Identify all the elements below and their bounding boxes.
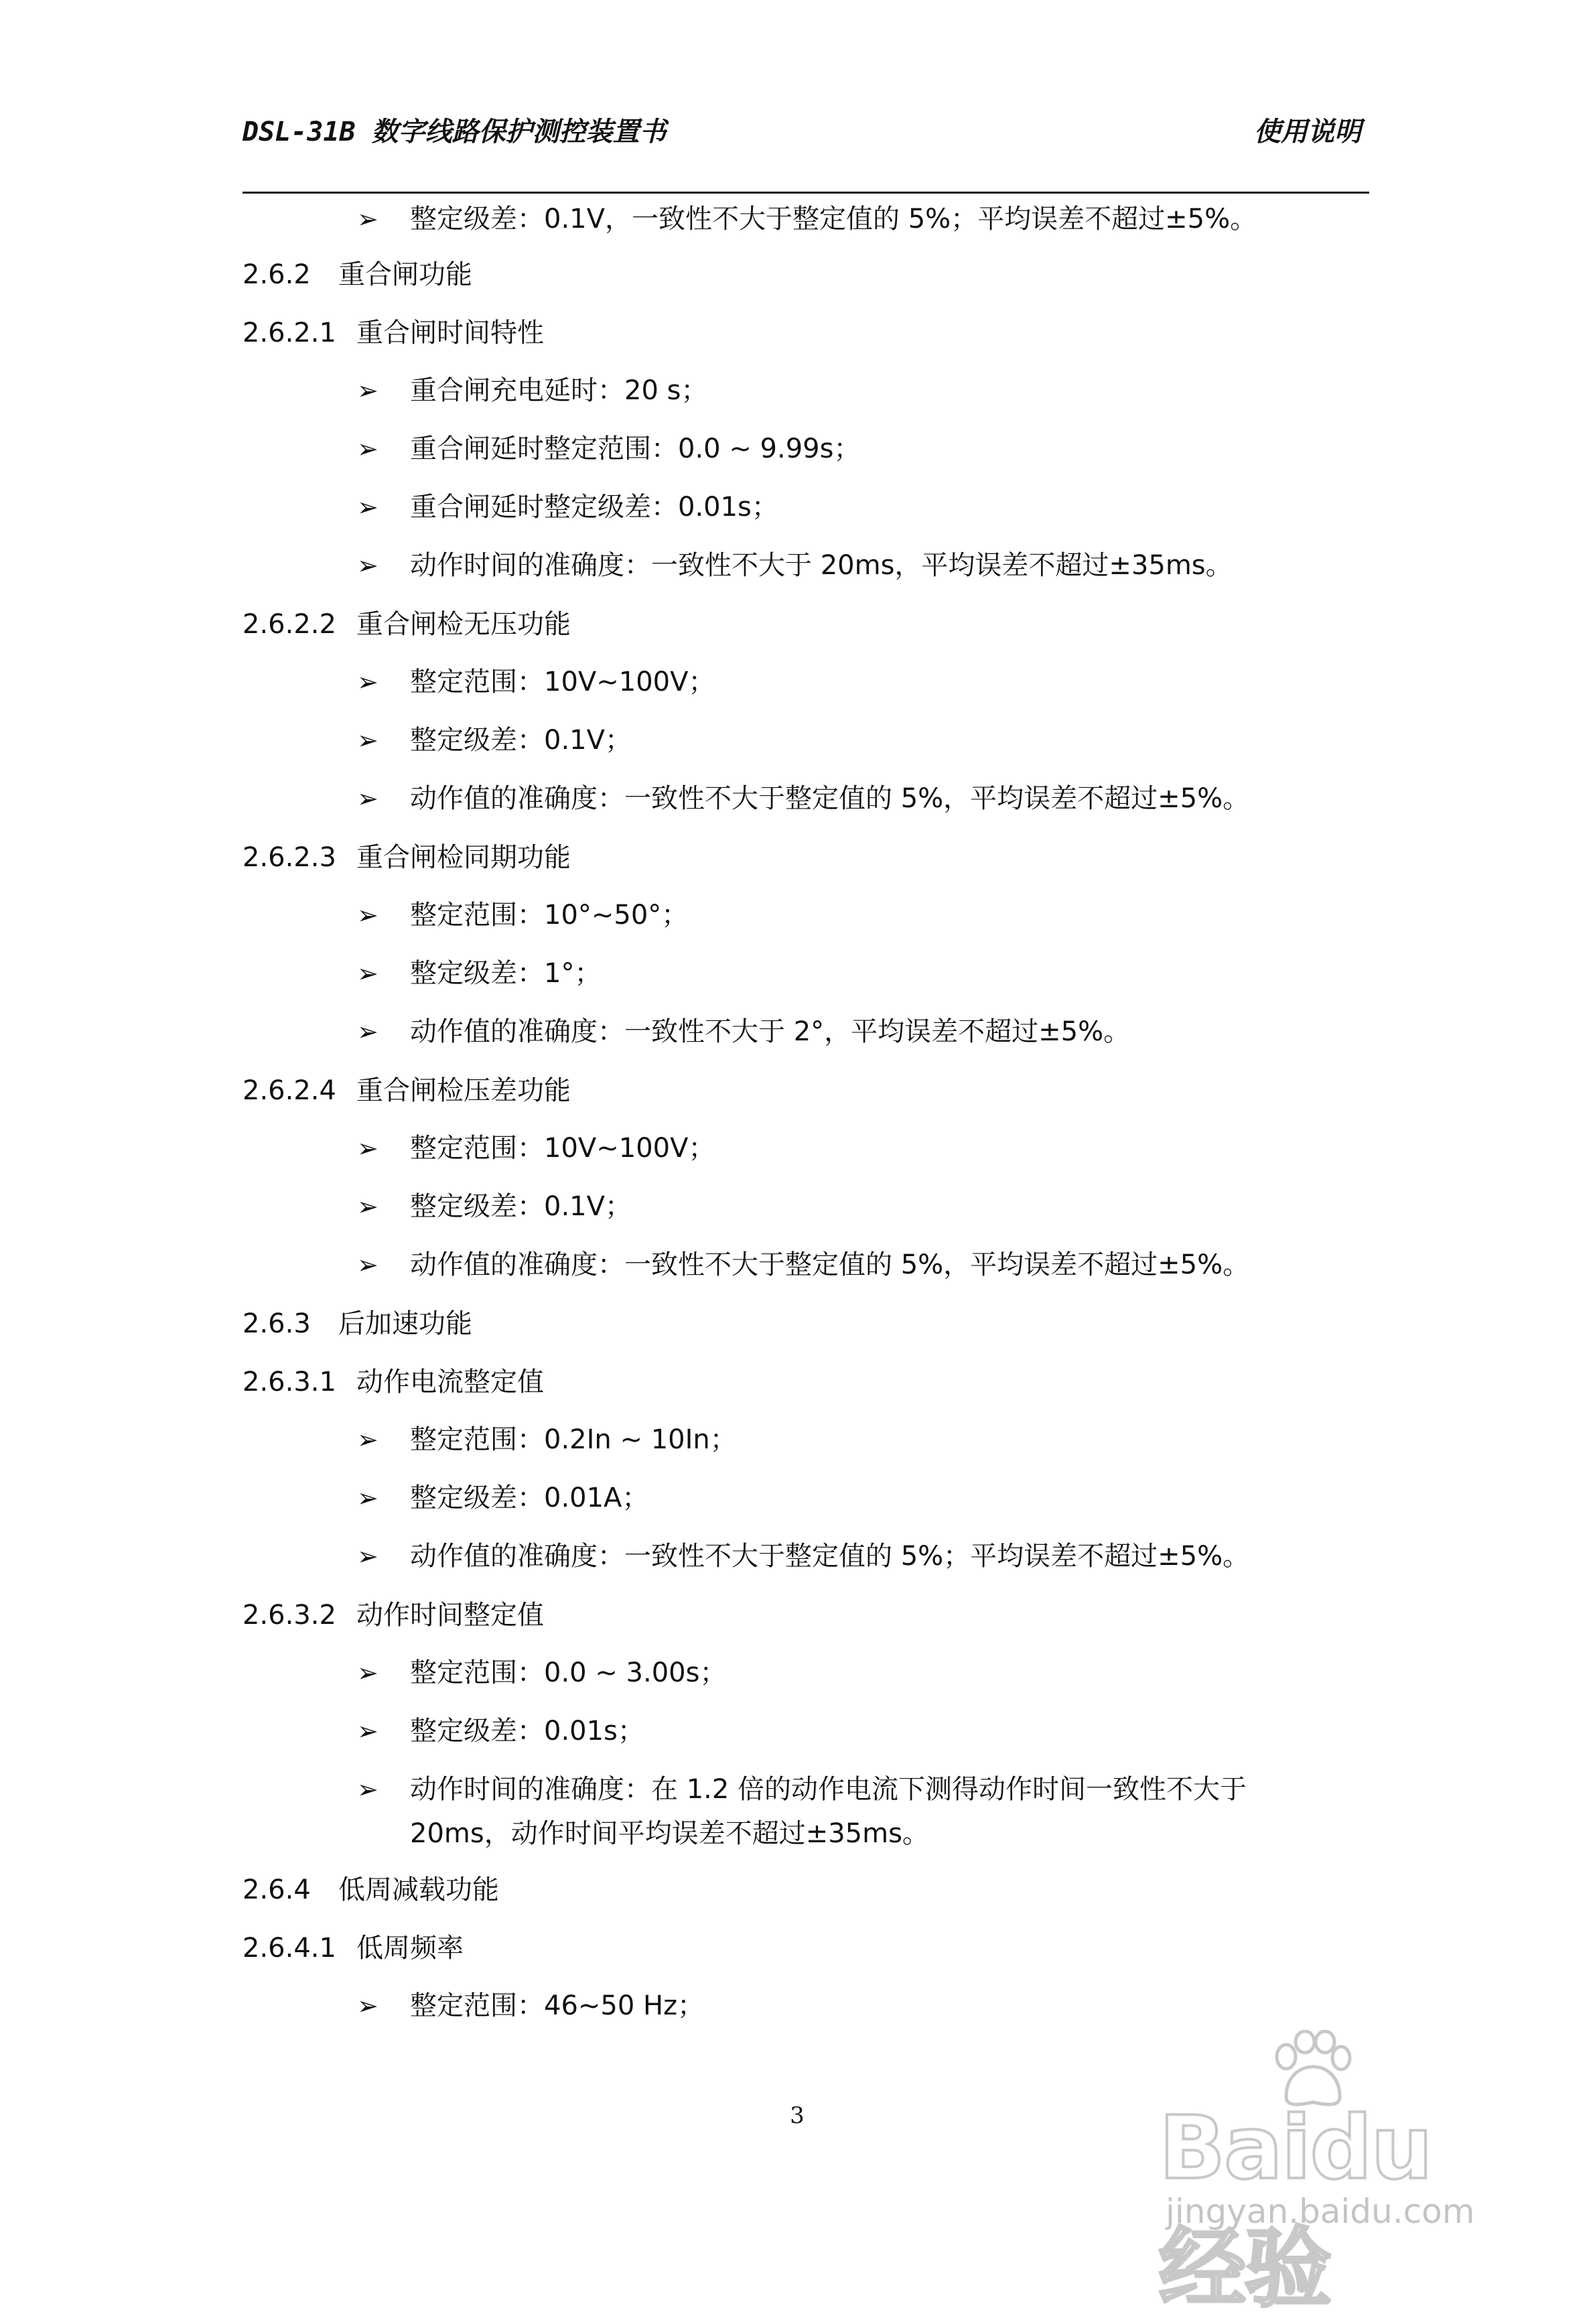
header-right-title: 使用说明: [1254, 117, 1361, 147]
bullet-arrow-icon: ➢: [357, 1775, 378, 1804]
section-title: 动作时间整定值: [356, 1600, 544, 1631]
bullet-arrow-icon: ➢: [357, 1658, 378, 1688]
section-number: 2.6.3: [242, 1308, 311, 1339]
bullet-arrow-icon: ➢: [357, 726, 378, 755]
bullet-text: 整定级差：0.1V；: [410, 1191, 632, 1222]
section-title: 后加速功能: [338, 1308, 472, 1339]
section-number: 2.6.2.3: [242, 842, 336, 873]
bullet-arrow-icon: ➢: [357, 434, 378, 464]
bullet-arrow-icon: ➢: [357, 1192, 378, 1221]
bullet-text: 整定范围：0.2In ~ 10In；: [410, 1424, 737, 1455]
bullet-text: 整定级差：0.01s；: [410, 1716, 644, 1747]
bullet-text: 动作值的准确度：一致性不大于整定值的 5%；平均误差不超过±5%。: [410, 1541, 1250, 1572]
section-title: 重合闸检同期功能: [356, 842, 571, 873]
bullet-arrow-icon: ➢: [357, 1483, 378, 1513]
section-title: 重合闸功能: [338, 259, 472, 290]
bullet-arrow-icon: ➢: [357, 1542, 378, 1571]
bullet-text: 重合闸充电延时：20 s；: [410, 375, 708, 406]
section-title: 重合闸时间特性: [356, 318, 544, 348]
bullet-arrow-icon: ➢: [357, 959, 378, 988]
section-number: 2.6.2.2: [242, 609, 336, 640]
bullet-arrow-icon: ➢: [357, 784, 378, 813]
section-title: 低周频率: [356, 1933, 464, 1964]
bullet-text: 整定范围：0.0 ~ 3.00s；: [410, 1657, 727, 1688]
bullet-text: 整定范围：10V~100V；: [410, 1133, 715, 1164]
bullet-text: 整定范围：10V~100V；: [410, 667, 715, 697]
bullet-text: 重合闸延时整定范围：0.0 ~ 9.99s；: [410, 433, 861, 464]
bullet-arrow-icon: ➢: [357, 1134, 378, 1163]
bullet-text: 整定级差：0.01A；: [410, 1483, 649, 1513]
baidu-watermark: [1132, 2017, 1507, 2319]
bullet-arrow-icon: ➢: [357, 1716, 378, 1746]
bullet-text: 动作值的准确度：一致性不大于整定值的 5%，平均误差不超过±5%。: [410, 783, 1250, 814]
bullet-text: 重合闸延时整定级差：0.01s；: [410, 492, 778, 523]
section-title: 低周减载功能: [338, 1874, 499, 1905]
bullet-text: 动作时间的准确度：一致性不大于 20ms，平均误差不超过±35ms。: [410, 550, 1233, 581]
section-number: 2.6.3.1: [242, 1367, 336, 1397]
section-number: 2.6.4.1: [242, 1933, 336, 1964]
bullet-text: 整定级差：1°；: [410, 958, 602, 989]
section-title: 动作电流整定值: [356, 1367, 544, 1397]
bullet-arrow-icon: ➢: [357, 667, 378, 697]
bullet-arrow-icon: ➢: [357, 1250, 378, 1280]
section-number: 2.6.2: [242, 259, 311, 290]
bullet-text: 整定范围：46~50 Hz；: [410, 1990, 705, 2021]
header-title: DSL-31B 数字线路保护测控装置书: [242, 117, 667, 147]
section-number: 2.6.4: [242, 1874, 311, 1905]
bullet-arrow-icon: ➢: [357, 900, 378, 930]
section-number: 2.6.3.2: [242, 1600, 336, 1631]
section-title: 重合闸检压差功能: [356, 1075, 571, 1106]
bullet-text: 动作值的准确度：一致性不大于整定值的 5%，平均误差不超过±5%。: [410, 1249, 1250, 1280]
bullet-arrow-icon: ➢: [357, 204, 378, 234]
bullet-arrow-icon: ➢: [357, 492, 378, 522]
bullet-arrow-icon: ➢: [357, 1425, 378, 1454]
bullet-text: 整定范围：10°~50°；: [410, 900, 689, 931]
watermark-text: Baidu经验: [1159, 2097, 1432, 2319]
section-title: 重合闸检无压功能: [356, 609, 571, 640]
page-number: 3: [790, 2102, 805, 2129]
section-number: 2.6.2.4: [242, 1075, 336, 1106]
bullet-arrow-icon: ➢: [357, 376, 378, 405]
bullet-arrow-icon: ➢: [357, 1991, 378, 2021]
bullet-text: 动作值的准确度：一致性不大于 2°，平均误差不超过±5%。: [410, 1016, 1131, 1047]
header-divider: [242, 192, 1369, 194]
section-number: 2.6.2.1: [242, 318, 336, 348]
bullet-text: 整定级差：0.1V，一致性不大于整定值的 5%；平均误差不超过±5%。: [410, 204, 1257, 234]
bullet-arrow-icon: ➢: [357, 551, 378, 580]
watermark-url: jingyan.baidu.com: [1166, 2192, 1475, 2231]
bullet-text: 整定级差：0.1V；: [410, 725, 632, 756]
bullet-arrow-icon: ➢: [357, 1017, 378, 1046]
bullet-text: 动作时间的准确度：在 1.2 倍的动作电流下测得动作时间一致性不大于 20ms，动作时间平均误差不超过±35ms。: [410, 1774, 1247, 1849]
